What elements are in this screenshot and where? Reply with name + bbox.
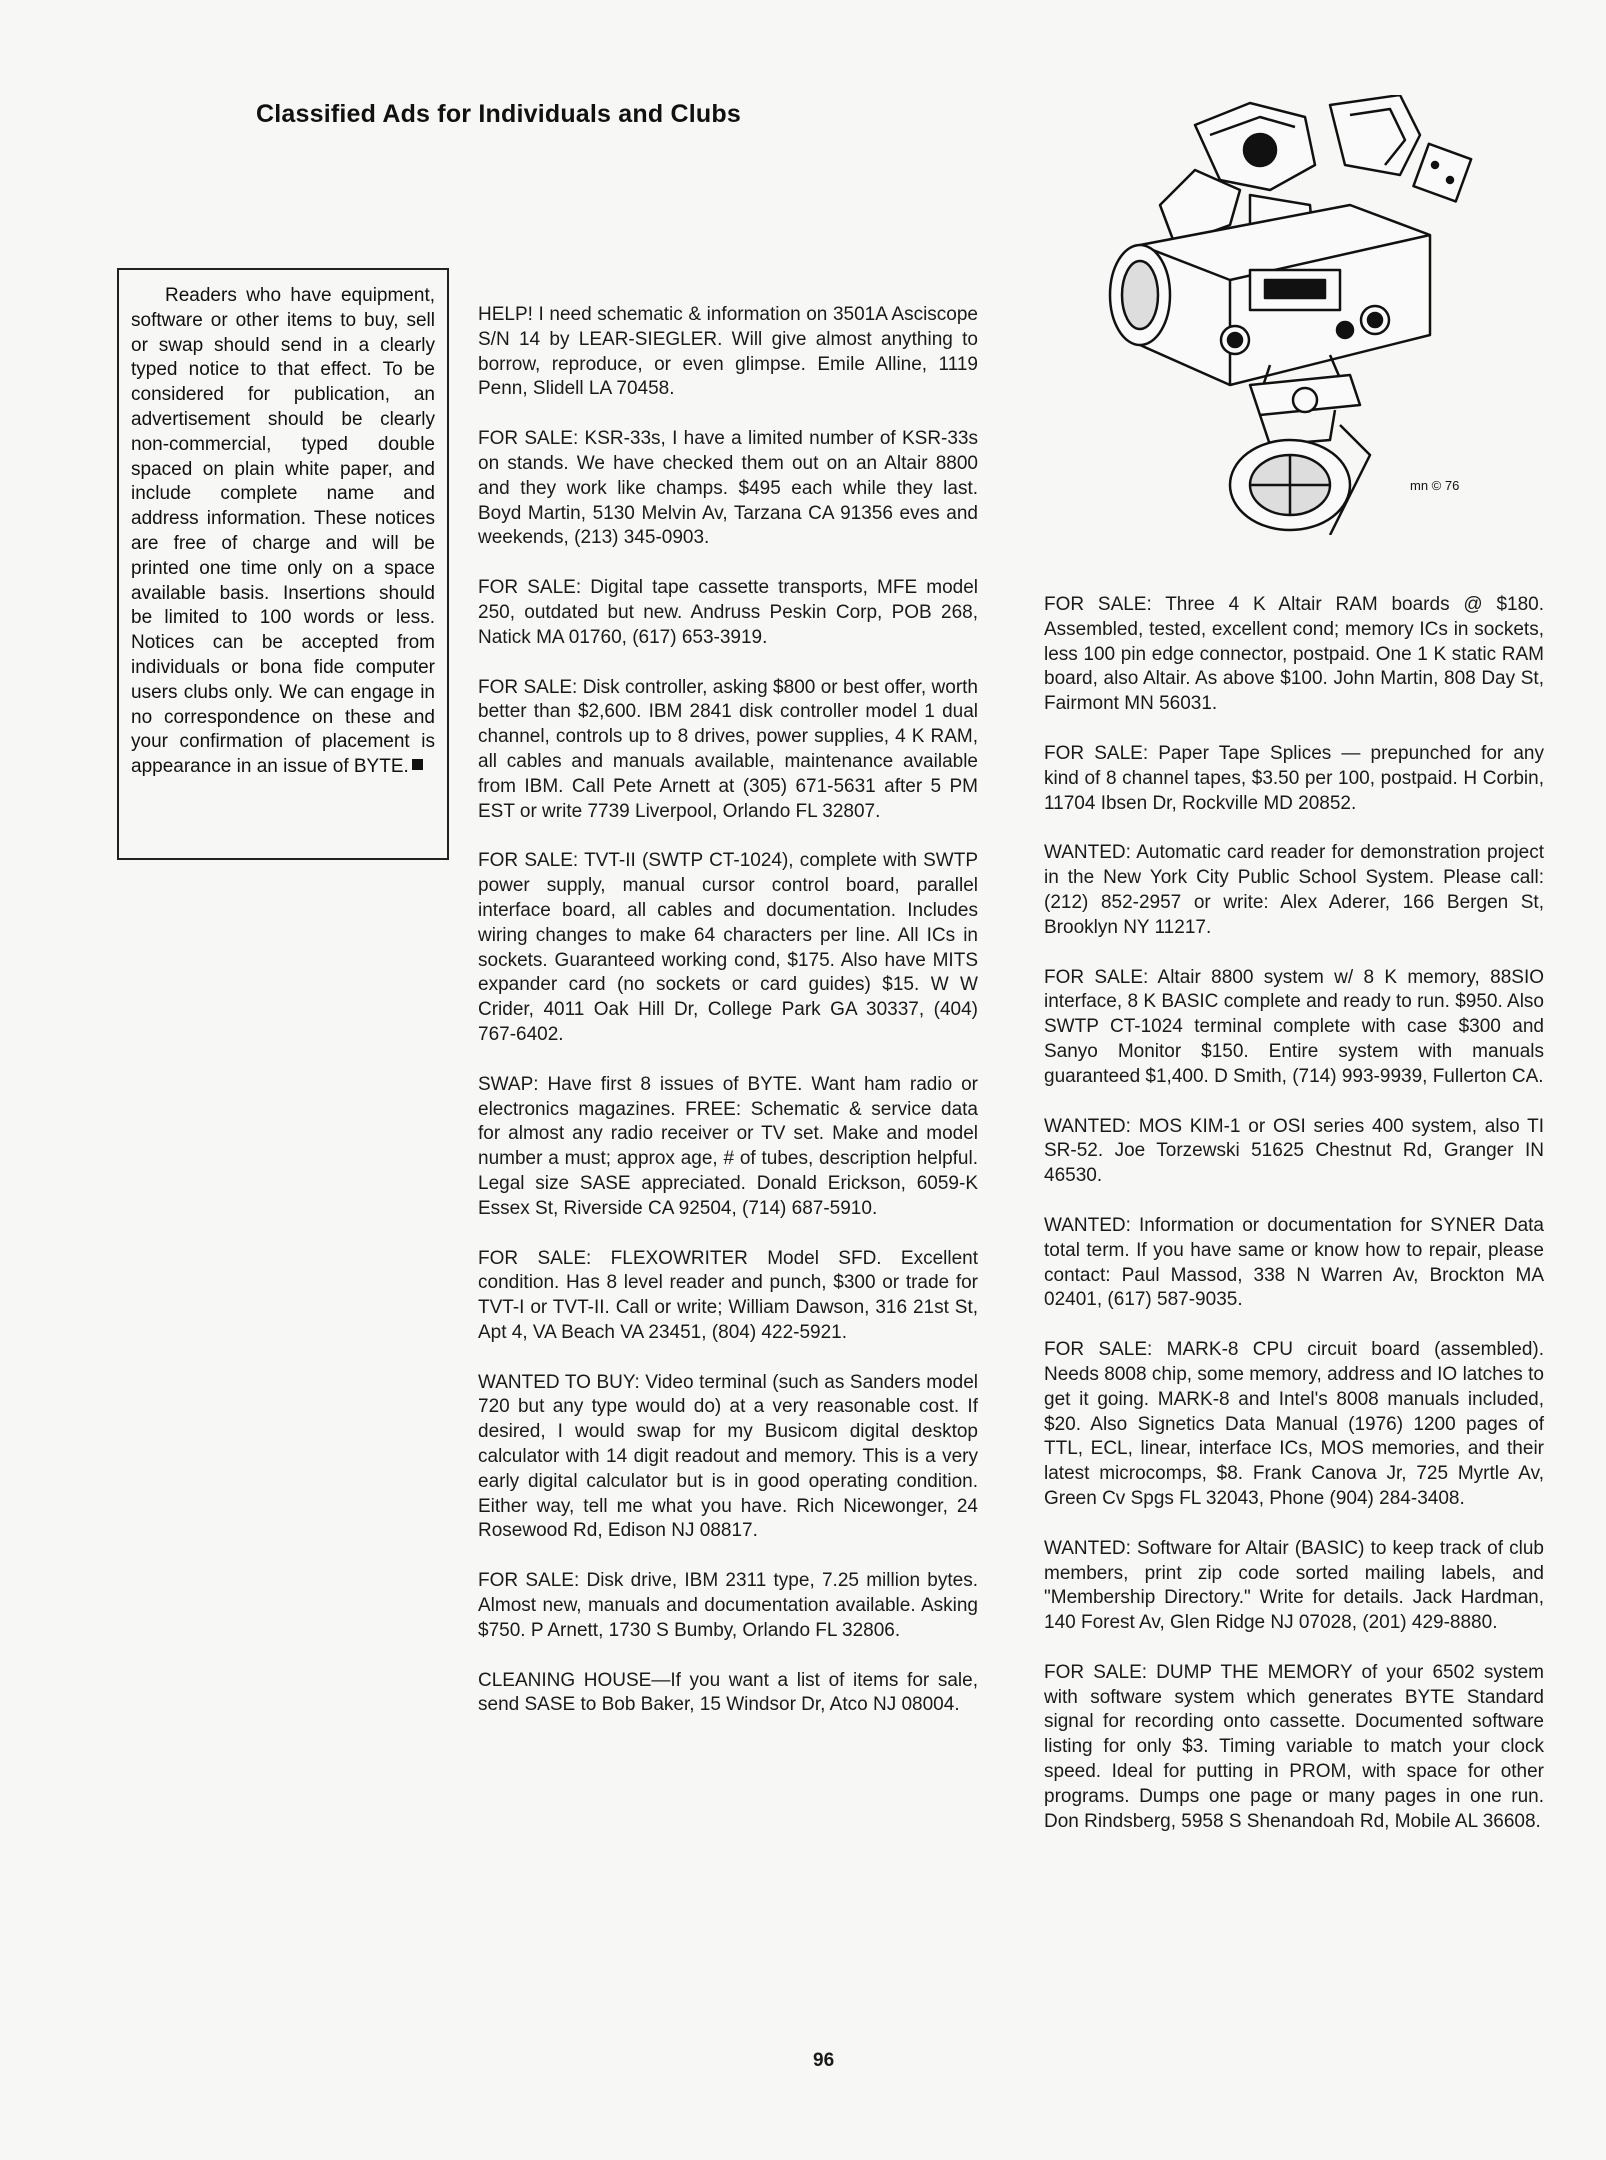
ad-item: FOR SALE: MARK-8 CPU circuit board (assembled). Needs 8008 chip, some memory, address and IO latches to get it going. MARK-8 and Intel's 8008 manuals included, $20. Also Signetics Data Manual (1976) 1200 pages of TTL, ECL, linear, interface ICs, MOS memories, and their latest microcomps, $8. Frank Canova Jr, 725 Myrtle Av, Green Cv Spgs FL 32043, Phone (904) 284-3408.: [1044, 1339, 1544, 1509]
ad-item: WANTED: Automatic card reader for demonstration project in the New York City Public School System. Please call: (212) 852-2957 or write: Alex Aderer, 166 Bergen St, Brooklyn NY 11217.: [1044, 842, 1544, 938]
ad-item: CLEANING HOUSE—If you want a list of items for sale, send SASE to Bob Baker, 15 Windsor Dr, Atco NJ 08004.: [478, 1669, 978, 1716]
ad-item: SWAP: Have first 8 issues of BYTE. Want ham radio or electronics magazines. FREE: Schematic & service data for almost any radio receiver or TV set. Make and model number a must; approx age, # of tubes, description helpful. Legal size SASE appreciated. Donald Erickson, 6059-K Essex St, Riverside CA 92504, (714) 687-5910.: [478, 1073, 978, 1219]
ad-item: WANTED TO BUY: Video terminal (such as Sanders model 720 but any type would do) at a very reasonable cost. If desired, I would swap for my Busicom digital desktop calculator with 14 digit readout and memory. This is a very early digital calculator but is in good operating condition. Either way, tell me what you have. Rich Nicewonger, 24 Rosewood Rd, Edison NJ 08817.: [478, 1371, 978, 1542]
ad-item: WANTED: Information or documentation for SYNER Data total term. If you have same or know how to repair, please contact: Paul Massod, 338 N Warren Av, Brockton MA 02401, (617) 587-9035.: [1044, 1214, 1544, 1311]
ad-item: FOR SALE: DUMP THE MEMORY of your 6502 system with software system which generates BYTE Standard signal for recording onto cassette. Documented software listing for only $3. Timing variable to match your clock speed. Ideal for putting in PROM, with space for other programs. Dumps one page or many pages in one run. Don Rindsberg, 5958 S Shenandoah Rd, Mobile AL 36608.: [1044, 1661, 1544, 1832]
page-number: 96: [813, 2050, 835, 2071]
ad-item: FOR SALE: Paper Tape Splices — prepunched for any kind of 8 channel tapes, $3.50 per 100, postpaid. H Corbin, 11704 Ibsen Dr, Rockville MD 20852.: [1044, 742, 1544, 814]
ad-item: FOR SALE: Altair 8800 system w/ 8 K memory, 88SIO interface, 8 K BASIC complete and ready to run. $950. Also SWTP CT-1024 terminal complete with case $300 and Sanyo Monitor $150. Entire system with manuals guaranteed $1,400. D Smith, (714) 993-9939, Fullerton CA.: [1044, 966, 1544, 1087]
page-title: Classified Ads for Individuals and Clubs: [256, 100, 741, 128]
ad-item: WANTED: MOS KIM-1 or OSI series 400 system, also TI SR-52. Joe Torzewski 51625 Chestnut Rd, Granger IN 46530.: [1044, 1115, 1544, 1187]
robot-illustration-icon: [1100, 95, 1500, 535]
ad-item: FOR SALE: Digital tape cassette transports, MFE model 250, outdated but new. Andruss Peskin Corp, POB 268, Natick MA 01760, (617) 653-3919.: [478, 577, 978, 648]
ads-column-right: [1044, 593, 1544, 1859]
ad-item: FOR SALE: FLEXOWRITER Model SFD. Excellent condition. Has 8 level reader and punch, $300 or trade for TVT-I or TVT-II. Call or write; William Dawson, 316 21st St, Apt 4, VA Beach VA 23451, (804) 422-5921.: [478, 1247, 978, 1343]
ad-item: FOR SALE: Disk controller, asking $800 or best offer, worth better than $2,600. IBM 2841 disk controller model 1 dual channel, controls up to 8 drives, power supplies, 4 K RAM, all cables and manuals available, maintenance available from IBM. Call Pete Arnett at (305) 671-5631 after 5 PM EST or write 7739 Liverpool, Orlando FL 32807.: [478, 676, 978, 822]
ad-item: HELP! I need schematic & information on 3501A Asciscope S/N 14 by LEAR-SIEGLER. Will give almost anything to borrow, reproduce, or even glimpse. Emile Alline, 1119 Penn, Slidell LA 70458.: [478, 304, 978, 400]
ad-item: FOR SALE: Disk drive, IBM 2311 type, 7.25 million bytes. Almost new, manuals and documentation available. Asking $750. P Arnett, 1730 S Bumby, Orlando FL 32806.: [478, 1570, 978, 1641]
ad-item: FOR SALE: TVT-II (SWTP CT-1024), complete with SWTP power supply, manual cursor control board, parallel interface board, all cables and documentation. Includes wiring changes to make 64 characters per line. All ICs in sockets. Guaranteed working cond, $175. Also have MITS expander card (no sockets or card guides) $15. W W Crider, 4011 Oak Hill Dr, College Park GA 30337, (404) 767-6402.: [478, 850, 978, 1045]
ad-item: FOR SALE: KSR-33s, I have a limited number of KSR-33s on stands. We have checked them out on an Altair 8800 and they work like champs. $495 each while they last. Boyd Martin, 5130 Melvin Av, Tarzana CA 91356 eves and weekends, (213) 345-0903.: [478, 428, 978, 549]
submission-notice-text: Readers who have equipment, software or other items to buy, sell or swap should send in a clearly typed notice to that effect. To be considered for publication, an advertisement should be clearly non-commercial, typed double spaced on plain white paper, and include complete name and address information. These notices are free of charge and will be printed one time only on a space available basis. Insertions should be limited to 100 words or less. Notices can be accepted from individuals or bona fide computer users clubs only. We can engage in no correspondence on these and your confirmation of placement is appearance in an issue of BYTE.: [131, 285, 435, 778]
ad-item: WANTED: Software for Altair (BASIC) to keep track of club members, print zip code sorted mailing labels, and "Membership Directory." Write for details. Jack Hardman, 140 Forest Av, Glen Ridge NJ 07028, (201) 429-8880.: [1044, 1537, 1544, 1634]
ads-column-middle: [478, 303, 978, 1743]
end-mark-icon: [412, 759, 423, 770]
artist-signature: mn © 76: [1410, 478, 1460, 493]
submission-notice-box: [117, 268, 449, 860]
ad-item: FOR SALE: Three 4 K Altair RAM boards @ $180. Assembled, tested, excellent cond; memory ICs in sockets, less 100 pin edge connector, postpaid. One 1 K static RAM board, also Altair. As above $100. John Martin, 808 Day St, Fairmont MN 56031.: [1044, 594, 1544, 715]
